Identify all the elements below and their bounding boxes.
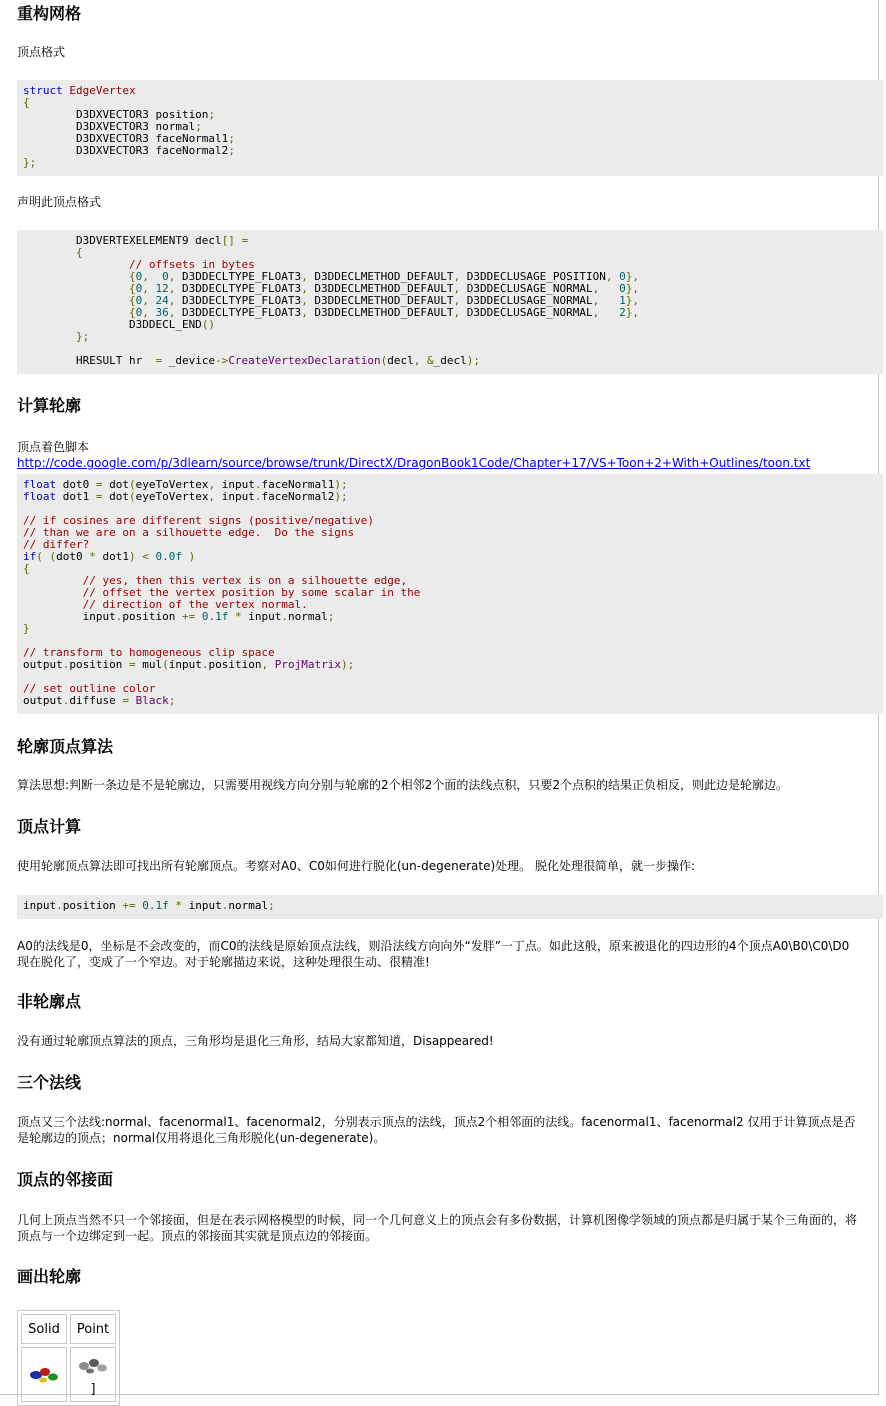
code-block-edge-vertex: struct EdgeVertex { D3DXVECTOR3 position; D3DXVECTOR3 normal; D3DXVECTOR3 faceNormal1; D3DXVECTOR3 faceNormal2; }; <box>17 80 883 176</box>
heading-compute-outline: 计算轮廓 <box>17 396 82 415</box>
heading-rebuild-mesh: 重构网格 <box>17 4 82 23</box>
heading-vertex-compute: 顶点计算 <box>17 817 82 836</box>
declare-format-label: 声明此顶点格式 <box>17 195 102 209</box>
code-block-shader: float dot0 = dot(eyeToVertex, input.faceNormal1); float dot1 = dot(eyeToVertex, input.faceNormal2); // if cosines are different signs (positive/negative) // than we are on a silhouette edge. Do the signs // differ? if( (dot0 * dot1) < 0.0f ) { // yes, then this vertex is on a silhouette edge, // offset the vertex position by some scalar in the // direction of the vertex normal. input.position += 0.1f * input.normal; } // transform to homogeneous clip space output.position = mul(input.position, ProjMatrix); // set outline color output.diffuse = Black; <box>17 474 883 714</box>
shader-script-link[interactable]: http://code.google.com/p/3dlearn/source/browse/trunk/DirectX/DragonBook1Code/Chapter+17/VS+Toon+2+With+Outlines/toon.txt <box>17 456 811 470</box>
non-outline-paragraph: 没有通过轮廓顶点算法的顶点，三角形均是退化三角形，结局大家都知道，Disappeared! <box>17 1034 494 1048</box>
shader-script-label: 顶点着色脚本 <box>17 440 90 454</box>
point-thumbnail-cell[interactable] <box>70 1347 116 1402</box>
code-block-declaration: D3DVERTEXELEMENT9 decl[] = { // offsets in bytes {0, 0, D3DDECLTYPE_FLOAT3, D3DDECLMETHOD_DEFAULT, D3DDECLUSAGE_POSITION, 0}, {0, 12, D3DDECLTYPE_FLOAT3, D3DDECLMETHOD_DEFAULT, D3DDECLUSAGE_NORMAL, 0}, {0, 24, D3DDECLTYPE_FLOAT3, D3DDECLMETHOD_DEFAULT, D3DDECLUSAGE_NORMAL, 1}, {0, 36, D3DDECLTYPE_FLOAT3, D3DDECLMETHOD_DEFAULT, D3DDECLUSAGE_NORMAL, 2}, D3DDECL_END() }; HRESULT hr = _device->CreateVertexDeclaration(decl, &_decl); <box>17 230 883 374</box>
three-normals-paragraph: 顶点又三个法线:normal、facenormal1、facenormal2，分别表示顶点的法线，顶点2个相邻面的法线。facenormal1、facenormal2 仅用于计算顶点是否是轮廓边的顶点；normal仅用将退化三角形脱化(un-degenerate)。 <box>17 1115 856 1145</box>
heading-vertex-adjacent-face: 顶点的邻接面 <box>17 1170 114 1189</box>
solid-header: Solid <box>21 1314 67 1344</box>
code-block-offset: input.position += 0.1f * input.normal; <box>17 895 883 919</box>
point-header: Point <box>70 1314 116 1344</box>
heading-three-normals: 三个法线 <box>17 1073 82 1092</box>
point-teapot-thumbnail[interactable] <box>76 1352 110 1378</box>
heading-outline-vertex-algorithm: 轮廓顶点算法 <box>17 737 114 756</box>
heading-non-outline-point: 非轮廓点 <box>17 992 82 1011</box>
shader-script-line <box>17 439 864 471</box>
algorithm-paragraph: 算法思想:判断一条边是不是轮廓边，只需要用视线方向分别与轮廓的2个相邻2个面的法线点积，只要2个点积的结果正负相反，则此边是轮廓边。 <box>17 778 788 792</box>
solid-teapot-thumbnail[interactable] <box>27 1360 61 1386</box>
vertex-format-label: 顶点格式 <box>17 45 66 59</box>
adjacent-face-paragraph: 几何上顶点当然不只一个邻接面，但是在表示网格模型的时候，同一个几何意义上的顶点会有多份数据，计算机图像学领域的顶点都是归属于某个三角面的，将顶点与一个边绑定到一起。顶点的邻接面其实就是顶点边的邻接面。 <box>17 1213 858 1243</box>
heading-draw-outline: 画出轮廓 <box>17 1267 82 1286</box>
solid-thumbnail-cell[interactable] <box>21 1347 67 1402</box>
render-mode-table <box>17 1310 120 1406</box>
vertex-compute-paragraph: 使用轮廓顶点算法即可找出所有轮廓顶点。考察对A0、C0如何进行脱化(un-degenerate)处理。 脱化处理很简单，就一步操作: <box>17 859 695 873</box>
trailing-bracket: ] <box>90 1382 96 1397</box>
un-degenerate-paragraph: A0的法线是0，坐标是不会改变的，而C0的法线是原始顶点法线，则沿法线方向向外“发胖”一丁点。如此这般，原来被退化的四边形的4个顶点A0\B0\C0\D0 现在脱化了，变成了一个窄边。对于轮廓描边来说，这种处理很生动、很精准! <box>17 939 850 969</box>
